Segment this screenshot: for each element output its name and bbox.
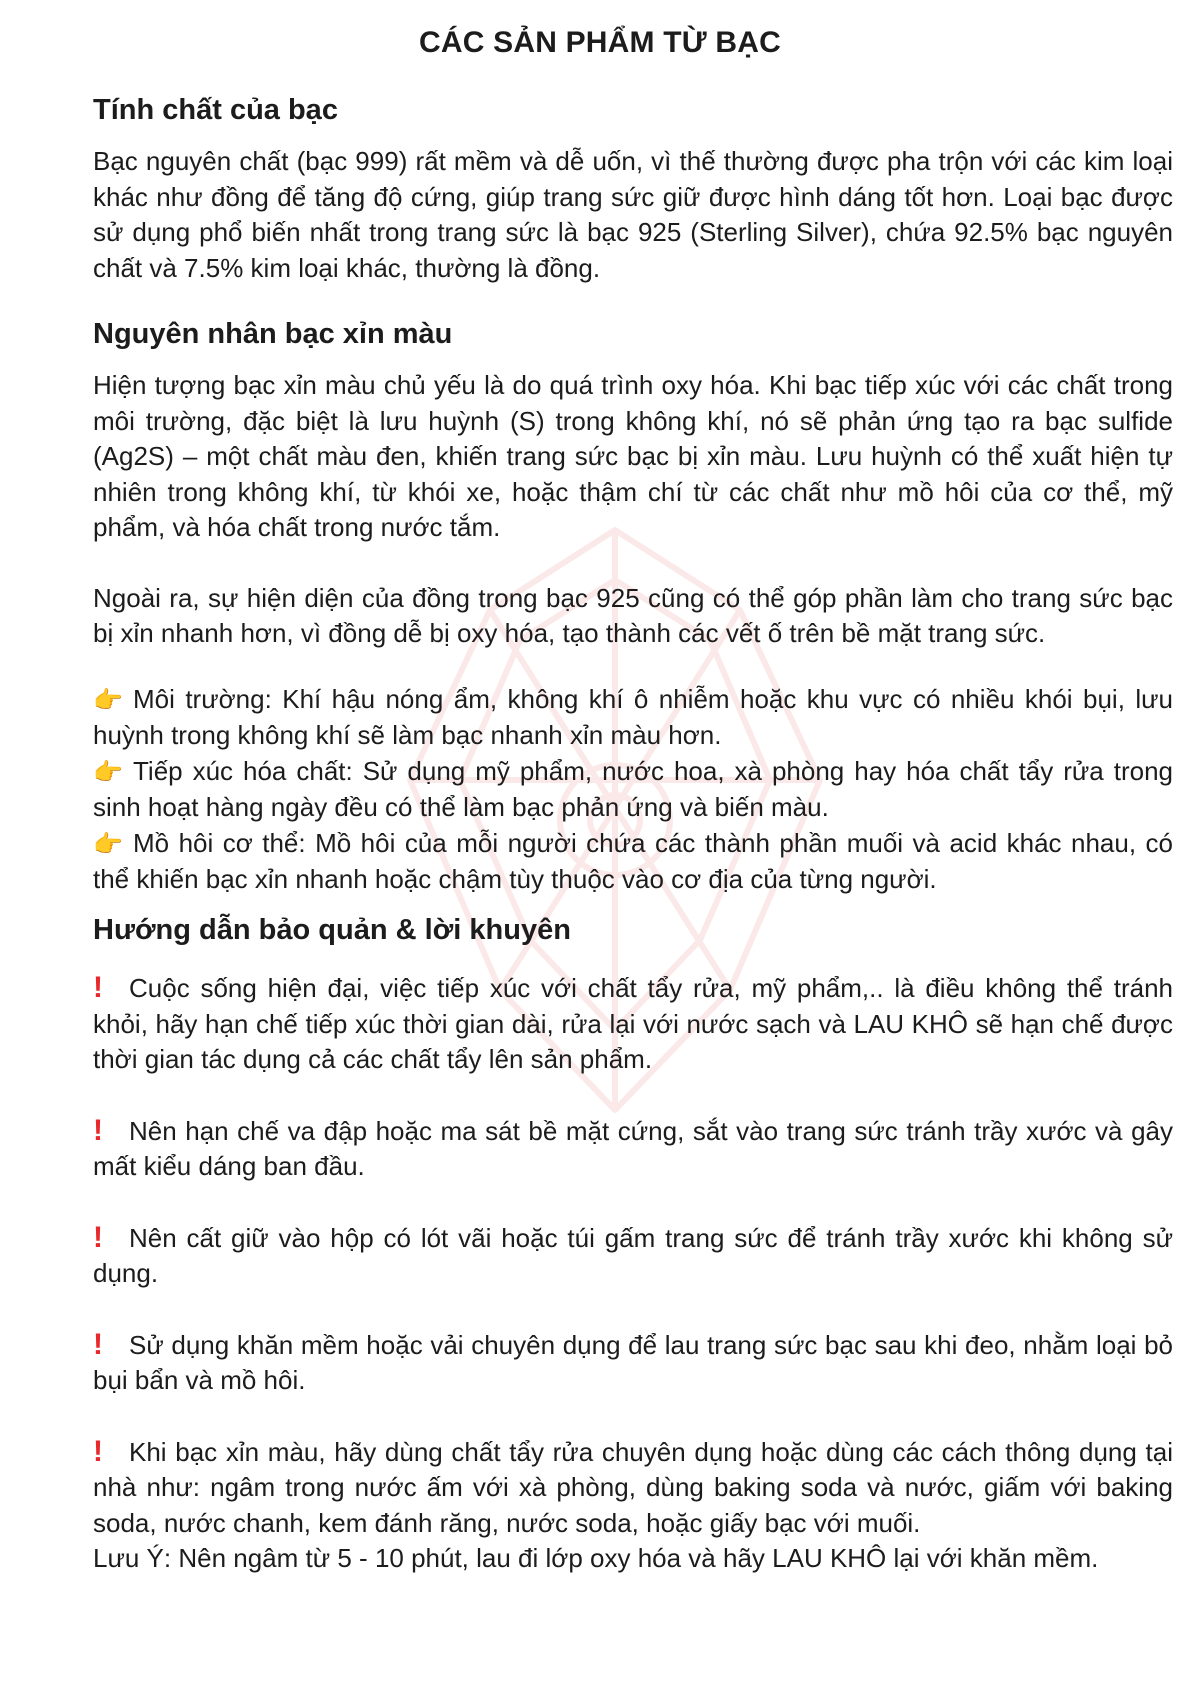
tip-text: Sử dụng khăn mềm hoặc vải chuyên dụng để lau trang sức bạc sau khi đeo, nhằm loại bỏ bụi bẩn và mồ hôi. <box>93 1329 1173 1395</box>
pointing-hand-icon: 👉 <box>93 686 123 714</box>
section-silver-properties <box>93 92 1173 286</box>
tip-item <box>93 970 1173 1078</box>
document-title: CÁC SẢN PHẨM TỪ BẠC <box>418 26 781 59</box>
tip-text: Cuộc sống hiện đại, việc tiếp xúc với chất tẩy rửa, mỹ phẩm,.. là điều không thể tránh khỏi, hãy hạn chế tiếp xúc thời gian dài, rửa lại với nước sạch và LAU KHÔ sẽ hạn chế được thời gian tác dụng cả các chất tẩy lên sản phẩm. <box>93 973 1173 1074</box>
paragraph: Bạc nguyên chất (bạc 999) rất mềm và dễ uốn, vì thế thường được pha trộn với các kim loại khác như đồng để tăng độ cứng, giúp trang sức giữ được hình dáng tốt hơn. Loại bạc được sử dụng phổ biến nhất trong trang sức là bạc 925 (Sterling Silver), chứa 92.5% bạc nguyên chất và 7.5% kim loại khác, thường là đồng. <box>93 146 1173 283</box>
paragraph: Ngoài ra, sự hiện diện của đồng trong bạc 925 cũng có thể góp phần làm cho trang sức bạc bị xỉn nhanh hơn, vì đồng dễ bị oxy hóa, tạo thành các vết ố trên bề mặt trang sức. <box>93 582 1173 648</box>
list-item <box>93 754 1173 826</box>
exclamation-icon: ! <box>93 1220 103 1254</box>
tip-item <box>93 1434 1173 1542</box>
section-care-guide <box>93 912 1173 1577</box>
list-item <box>93 682 1173 754</box>
exclamation-icon: ! <box>93 1113 103 1147</box>
exclamation-icon: ! <box>93 1434 103 1468</box>
section-tarnish-causes <box>93 316 1173 898</box>
pointing-hand-icon: 👉 <box>93 830 123 858</box>
exclamation-icon: ! <box>93 1327 103 1361</box>
section-heading: Tính chất của bạc <box>93 94 338 126</box>
tip-item <box>93 1327 1173 1399</box>
list-item-text: Tiếp xúc hóa chất: Sử dụng mỹ phẩm, nước hoa, xà phòng hay hóa chất tẩy rửa trong sinh hoạt hàng ngày đều có thể làm bạc phản ứng và biến màu. <box>93 755 1173 822</box>
paragraph: Hiện tượng bạc xỉn màu chủ yếu là do quá trình oxy hóa. Khi bạc tiếp xúc với các chất trong môi trường, đặc biệt là lưu huỳnh (S) trong không khí, nó sẽ phản ứng tạo ra bạc sulfide (Ag2S) – một chất màu đen, khiến trang sức bạc bị xỉn màu. Lưu huỳnh có thể xuất hiện tự nhiên trong không khí, từ khói xe, hoặc thậm chí từ các chất như mồ hôi của cơ thể, mỹ phẩm, và hóa chất trong nước tắm. <box>93 370 1173 542</box>
tip-item <box>93 1113 1173 1185</box>
bullet-list <box>93 682 1173 898</box>
exclamation-icon: ! <box>93 971 103 1004</box>
tip-text: Nên cất giữ vào hộp có lót vãi hoặc túi gấm trang sức để tránh trầy xước khi không sử dụng. <box>93 1222 1173 1288</box>
tip-item <box>93 1220 1173 1292</box>
tip-text: Khi bạc xỉn màu, hãy dùng chất tẩy rửa chuyên dụng hoặc dùng các cách thông dụng tại nhà như: ngâm trong nước ấm với xà phòng, dùng baking soda và nước, giấm với baking soda, nước chanh, kem đánh răng, nước soda, hoặc giấy bạc với muối. <box>93 1436 1173 1538</box>
pointing-hand-icon: 👉 <box>93 758 123 786</box>
list-item-text: Mồ hôi cơ thể: Mồ hôi của mỗi người chứa các thành phần muối và acid khác nhau, có thể khiến bạc xỉn nhanh hoặc chậm tùy thuộc vào cơ địa của từng người. <box>93 827 1173 894</box>
list-item-text: Môi trường: Khí hậu nóng ẩm, không khí ô nhiễm hoặc khu vực có nhiều khói bụi, lưu huỳnh trong không khí sẽ làm bạc nhanh xỉn màu hơn. <box>93 683 1173 750</box>
section-heading: Nguyên nhân bạc xỉn màu <box>93 318 453 350</box>
list-item <box>93 826 1173 898</box>
section-heading: Hướng dẫn bảo quản & lời khuyên <box>93 914 571 946</box>
tip-text: Nên hạn chế va đập hoặc ma sát bề mặt cứng, sắt vào trang sức tránh trầy xước và gây mất kiểu dáng ban đầu. <box>93 1115 1173 1181</box>
note-text: Lưu Ý: Nên ngâm từ 5 - 10 phút, lau đi lớp oxy hóa và hãy LAU KHÔ lại với khăn mềm. <box>93 1543 1099 1573</box>
